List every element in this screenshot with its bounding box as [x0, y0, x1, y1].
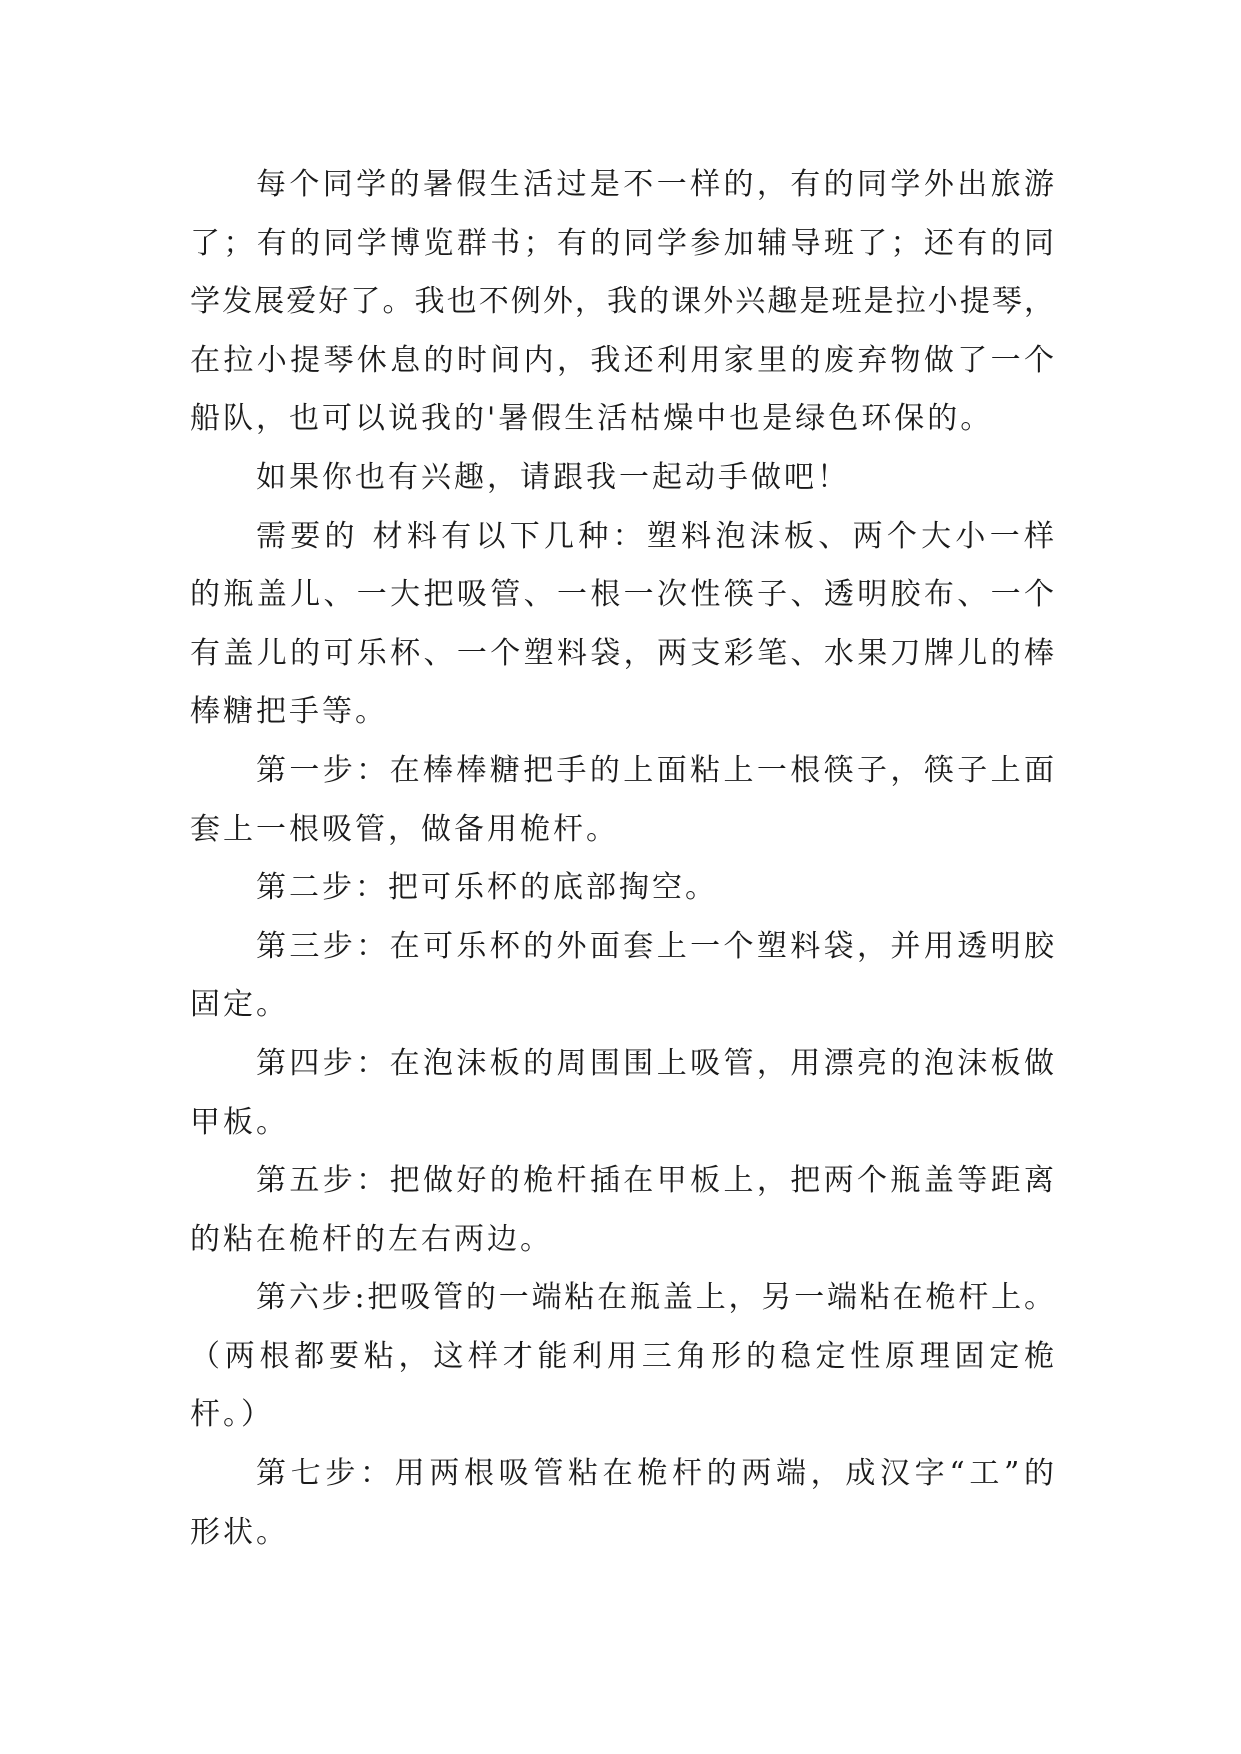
paragraph-step-6: [190, 1269, 1054, 1445]
text-line: （两根都要粘，这样才能利用三角形的稳定性原理固定桅: [190, 1338, 1054, 1374]
text-line: 有盖儿的可乐杯、一个塑料袋，两支彩笔、水果刀牌儿的棒: [190, 635, 1054, 671]
paragraph-step-2: [190, 859, 1054, 918]
text-line: 形状。: [190, 1514, 289, 1550]
text-line: 第六步:把吸管的一端粘在瓶盖上，另一端粘在桅杆上。: [256, 1280, 1054, 1316]
text-line: 船队，也可以说我的'暑假生活枯燥中也是绿色环保的。: [190, 401, 994, 437]
document-body: [190, 156, 1054, 1562]
text-line: 了；有的同学博览群书；有的同学参加辅导班了；还有的同: [190, 225, 1054, 261]
text-line: 的粘在桅杆的左右两边。: [190, 1221, 553, 1257]
paragraph-step-5: [190, 1152, 1054, 1269]
paragraph-step-1: [190, 742, 1054, 859]
text-line: 甲板。: [190, 1104, 289, 1140]
text-line: 棒糖把手等。: [190, 694, 388, 730]
paragraph-step-4: [190, 1035, 1054, 1152]
text-line: 每个同学的暑假生活过是不一样的，有的同学外出旅游: [256, 167, 1054, 202]
paragraph-invitation: [190, 449, 1054, 508]
text-line: 第五步：把做好的桅杆插在甲板上，把两个瓶盖等距离: [256, 1163, 1054, 1199]
text-line: 第二步：把可乐杯的底部掏空。: [256, 870, 718, 906]
text-line: 固定。: [190, 987, 289, 1023]
paragraph-step-7: [190, 1445, 1054, 1562]
paragraph-materials: [190, 508, 1054, 742]
paragraph-step-3: [190, 918, 1054, 1035]
text-line: 第四步：在泡沫板的周围围上吸管，用漂亮的泡沫板做: [256, 1045, 1054, 1081]
text-line: 第七步：用两根吸管粘在桅杆的两端，成汉字“工”的: [256, 1456, 1054, 1492]
text-line: 的瓶盖儿、一大把吸管、一根一次性筷子、透明胶布、一个: [190, 577, 1054, 613]
text-line: 第三步：在可乐杯的外面套上一个塑料袋，并用透明胶: [256, 928, 1054, 964]
text-line: 在拉小提琴休息的时间内，我还利用家里的废弃物做了一个: [190, 342, 1054, 378]
text-line: 如果你也有兴趣，请跟我一起动手做吧！: [256, 459, 850, 495]
text-line: 第一步：在棒棒糖把手的上面粘上一根筷子，筷子上面: [256, 752, 1054, 788]
text-line: 套上一根吸管，做备用桅杆。: [190, 811, 619, 847]
text-line: 学发展爱好了。我也不例外，我的课外兴趣是班是拉小提琴，: [190, 284, 1054, 320]
paragraph-intro: [190, 156, 1054, 449]
text-line: 杆。）: [190, 1397, 274, 1433]
text-line: 需要的 材料有以下几种：塑料泡沫板、两个大小一样: [256, 518, 1054, 554]
